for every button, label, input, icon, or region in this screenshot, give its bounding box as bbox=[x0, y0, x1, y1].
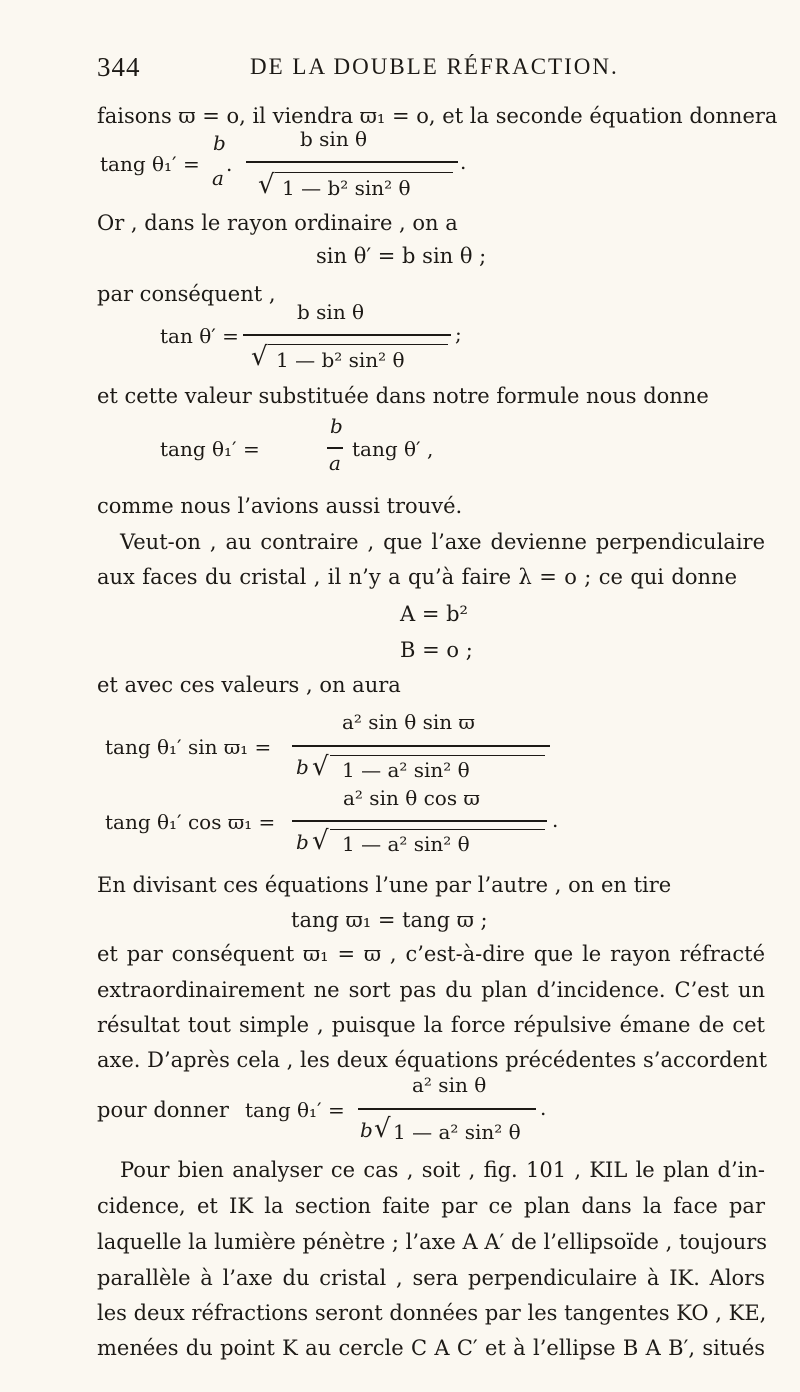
radical-sign: √ bbox=[251, 342, 268, 372]
radical-sign: √ bbox=[374, 1114, 391, 1144]
denominator-factor: b bbox=[296, 830, 309, 854]
text-line: aux faces du cristal , il n’y a qu’à faire λ = o ; ce qui donne bbox=[97, 565, 737, 589]
text-line: extraordinairement ne sort pas du plan d’incidence. C’est un bbox=[97, 978, 765, 1002]
fraction-numerator: b sin θ bbox=[297, 300, 365, 324]
text-line: B = o ; bbox=[400, 638, 473, 662]
fraction-numerator: b sin θ bbox=[300, 127, 368, 151]
page-number: 344 bbox=[97, 52, 141, 82]
equation-end: ; bbox=[455, 322, 462, 346]
fraction-bar bbox=[243, 334, 451, 336]
denominator-factor: b bbox=[296, 755, 309, 779]
text-line: sin θ′ = b sin θ ; bbox=[316, 244, 487, 268]
fraction-denominator: a bbox=[212, 166, 224, 190]
fraction-denominator: 1 — a² sin² θ bbox=[342, 832, 470, 856]
equation-end: . bbox=[540, 1096, 547, 1120]
equation-lhs: tang θ₁′ sin ϖ₁ = bbox=[105, 735, 272, 759]
text-line: cidence, et IK la section faite par ce plan dans la face par bbox=[97, 1194, 765, 1218]
fraction-denominator: 1 — b² sin² θ bbox=[276, 348, 405, 372]
text-line: et cette valeur substituée dans notre formule nous donne bbox=[97, 384, 709, 408]
text-line: axe. D’après cela , les deux équations précédentes s’accordent bbox=[97, 1048, 768, 1072]
equation-lhs: tang θ₁′ = bbox=[100, 152, 200, 176]
radical-sign: √ bbox=[312, 752, 329, 782]
text-line: résultat tout simple , puisque la force répulsive émane de cet bbox=[97, 1013, 765, 1037]
fraction-bar bbox=[358, 1108, 536, 1110]
equation-end: . bbox=[460, 150, 467, 174]
text-line: par conséquent , bbox=[97, 282, 276, 306]
text-line: comme nous l’avions aussi trouvé. bbox=[97, 494, 463, 518]
text-line: parallèle à l’axe du cristal , sera perpendiculaire à IK. Alors bbox=[97, 1266, 765, 1290]
radical-bar bbox=[330, 755, 545, 756]
multiplication-dot: . bbox=[226, 152, 233, 176]
fraction-numerator: a² sin θ cos ϖ bbox=[343, 786, 480, 810]
fraction-denominator: 1 — b² sin² θ bbox=[282, 176, 411, 200]
text-line: les deux réfractions seront données par les tangentes KO , KE, bbox=[97, 1301, 767, 1325]
equation-end: . bbox=[552, 808, 559, 832]
fraction-numerator: a² sin θ sin ϖ bbox=[342, 710, 475, 734]
radical-sign: √ bbox=[258, 170, 275, 200]
text-line: tang ϖ₁ = tang ϖ ; bbox=[291, 908, 488, 932]
fraction-numerator: b bbox=[213, 131, 226, 155]
text-line: et avec ces valeurs , on aura bbox=[97, 673, 401, 697]
radical-bar bbox=[330, 829, 545, 830]
equation-rhs: tang θ′ , bbox=[352, 437, 434, 461]
radical-bar bbox=[275, 172, 453, 173]
text-line: En divisant ces équations l’une par l’autre , on en tire bbox=[97, 873, 672, 897]
running-title: DE LA DOUBLE RÉFRACTION. bbox=[250, 54, 619, 79]
fraction-bar bbox=[292, 820, 547, 822]
fraction-bar bbox=[246, 161, 458, 163]
text-line: Pour bien analyser ce cas , soit , fig. 101 , KIL le plan d’in- bbox=[120, 1158, 765, 1182]
fraction-bar bbox=[327, 447, 343, 449]
fraction-numerator: a² sin θ bbox=[412, 1073, 487, 1097]
text-line: menées du point K au cercle C A C′ et à l’ellipse B A B′, situés bbox=[97, 1336, 765, 1360]
equation-lhs: tan θ′ = bbox=[160, 324, 239, 348]
radical-sign: √ bbox=[312, 826, 329, 856]
text-line: A = b² bbox=[400, 602, 468, 626]
fraction-numerator: b bbox=[330, 414, 343, 438]
radical-bar bbox=[268, 344, 448, 345]
fraction-denominator: 1 — a² sin² θ bbox=[393, 1120, 521, 1144]
equation-lhs: tang θ₁′ cos ϖ₁ = bbox=[105, 810, 276, 834]
text-line: Or , dans le rayon ordinaire , on a bbox=[97, 211, 458, 235]
text-line: et par conséquent ϖ₁ = ϖ , c’est-à-dire que le rayon réfracté bbox=[97, 942, 765, 966]
fraction-denominator: 1 — a² sin² θ bbox=[342, 758, 470, 782]
text-line: faisons ϖ = o, il viendra ϖ₁ = o, et la seconde équation donnera bbox=[97, 104, 778, 128]
equation-lhs: tang θ₁′ = bbox=[160, 437, 260, 461]
text-line: laquelle la lumière pénètre ; l’axe A A′ de l’ellipsoïde , toujours bbox=[97, 1230, 768, 1254]
fraction-bar bbox=[292, 745, 550, 747]
text-line: pour donner bbox=[97, 1098, 229, 1122]
fraction-denominator: a bbox=[329, 451, 341, 475]
equation-lhs: tang θ₁′ = bbox=[245, 1098, 345, 1122]
denominator-factor: b bbox=[360, 1118, 373, 1142]
text-line: Veut-on , au contraire , que l’axe devienne perpendiculaire bbox=[120, 530, 765, 554]
